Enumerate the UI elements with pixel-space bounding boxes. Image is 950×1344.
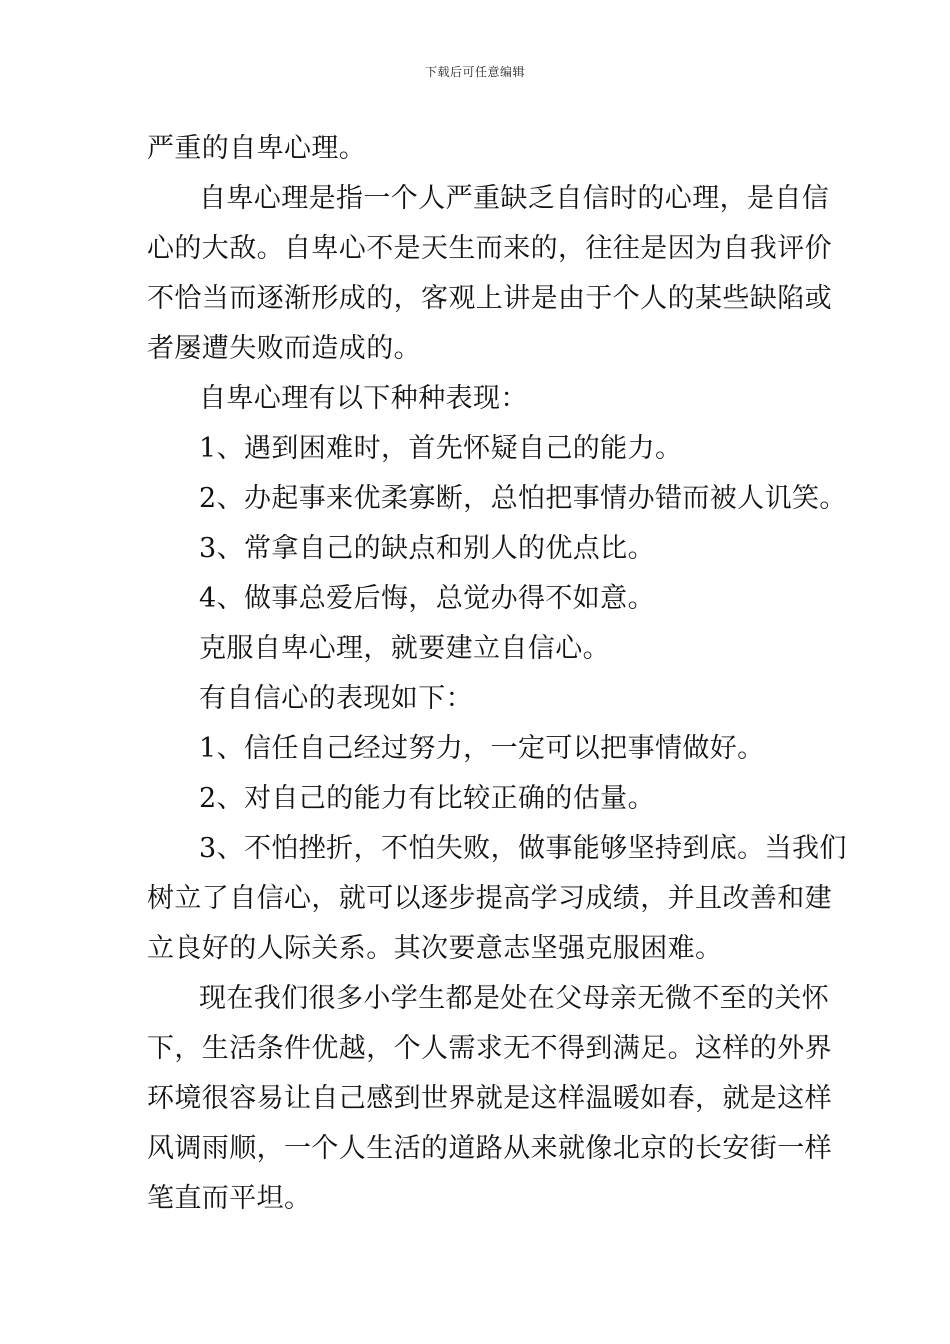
text-line: 树立了自信心，就可以逐步提高学习成绩，并且改善和建: [147, 883, 832, 914]
text-line: 1、信任自己经过努力，一定可以把事情做好。: [199, 733, 765, 764]
text-line: 下，生活条件优越，个人需求无不得到满足。这样的外界: [147, 1033, 832, 1064]
text-line: 4、做事总爱后悔，总觉办得不如意。: [199, 583, 655, 614]
text-line: 有自信心的表现如下：: [199, 683, 473, 714]
text-line: 3、常拿自己的缺点和别人的优点比。: [199, 533, 655, 564]
text-line: 2、办起事来优柔寡断，总怕把事情办错而被人讥笑。: [199, 483, 847, 514]
text-line: 现在我们很多小学生都是处在父母亲无微不至的关怀: [199, 983, 830, 1014]
text-line: 自卑心理有以下种种表现：: [199, 383, 528, 414]
page-header: 下载后可任意编辑: [424, 65, 525, 79]
text-line: 自卑心理是指一个人严重缺乏自信时的心理，是自信: [199, 183, 830, 214]
text-line: 风调雨顺，一个人生活的道路从来就像北京的长安街一样: [147, 1133, 832, 1164]
text-line: 立良好的人际关系。其次要意志坚强克服困难。: [147, 933, 723, 964]
text-line: 克服自卑心理，就要建立自信心。: [199, 633, 610, 664]
text-line: 者屡遭失败而造成的。: [147, 333, 421, 364]
document-body: [147, 124, 847, 1224]
text-line: 不恰当而逐渐形成的，客观上讲是由于个人的某些缺陷或: [147, 283, 832, 314]
text-line: 笔直而平坦。: [147, 1183, 312, 1214]
text-line: 心的大敌。自卑心不是天生而来的，往往是因为自我评价: [147, 233, 832, 264]
text-line: 3、不怕挫折，不怕失败，做事能够坚持到底。当我们: [199, 833, 847, 864]
text-line: 严重的自卑心理。: [147, 133, 367, 164]
text-line: 2、对自己的能力有比较正确的估量。: [199, 783, 655, 814]
text-line: 环境很容易让自己感到世界就是这样温暖如春，就是这样: [147, 1083, 832, 1114]
text-line: 1、遇到困难时，首先怀疑自己的能力。: [199, 433, 683, 464]
